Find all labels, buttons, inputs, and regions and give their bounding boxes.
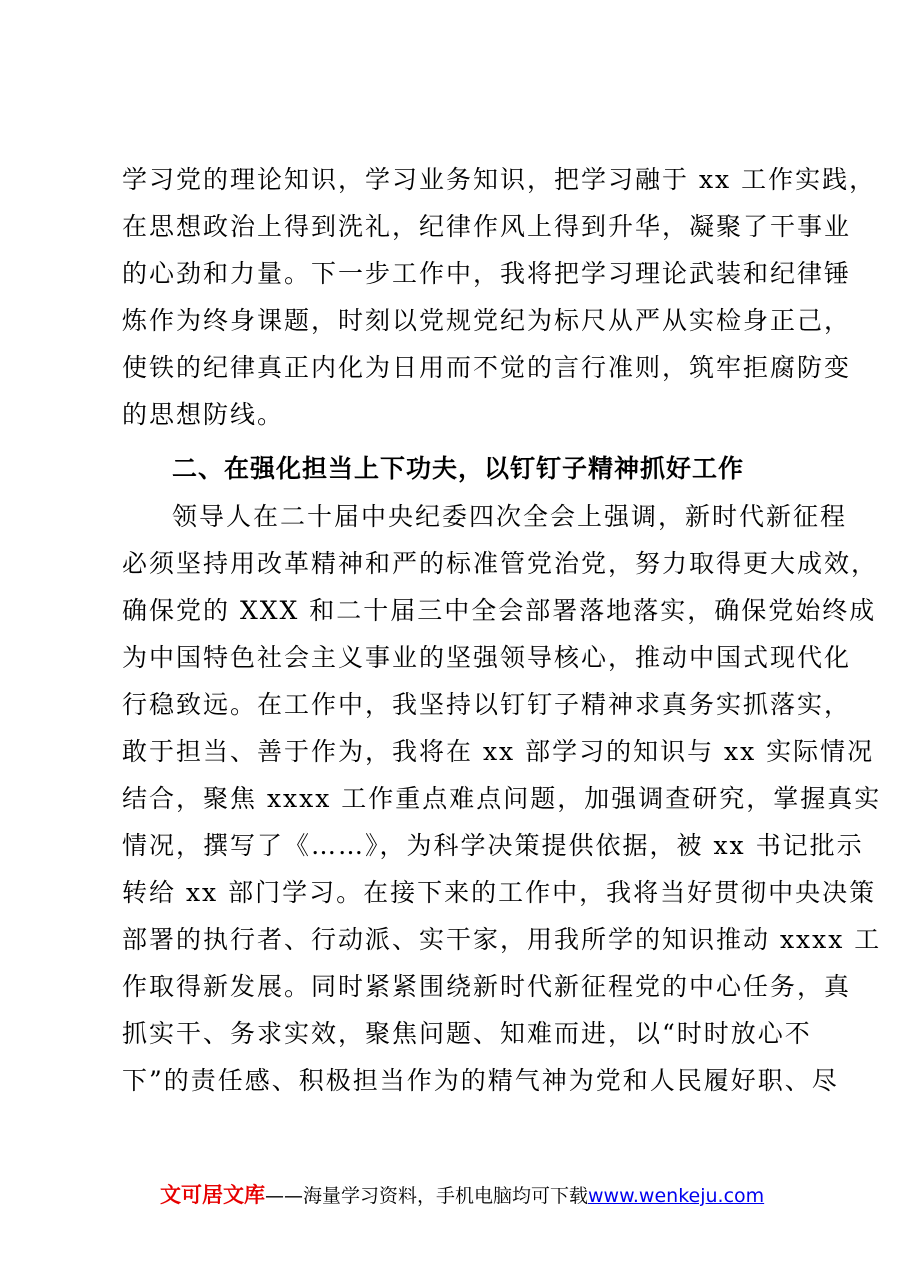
body-line: 学习党的理论知识，学习业务知识，把学习融于 xx 工作实践， xyxy=(122,165,877,194)
body-line: 转给 xx 部门学习。在接下来的工作中，我将当好贯彻中央决策 xyxy=(122,878,877,907)
section-heading: 二、在强化担当上下功夫，以钉钉子精神抓好工作 xyxy=(172,454,745,483)
body-line: 的心劲和力量。下一步工作中，我将把学习理论武装和纪律锤 xyxy=(122,259,852,288)
body-line: 抓实干、务求实效，聚焦问题、知难而进，以“时时放心不 xyxy=(122,1019,812,1048)
footer-tagline: ——海量学习资料，手机电脑均可下载 xyxy=(265,1185,589,1207)
body-line: 下”的责任感、积极担当作为的精气神为党和人民履好职、尽 xyxy=(122,1066,839,1095)
body-line: 在思想政治上得到洗礼，纪律作风上得到升华，凝聚了干事业 xyxy=(122,212,852,241)
body-line: 部署的执行者、行动派、实干家，用我所学的知识推动 xxxx 工 xyxy=(122,925,882,954)
body-line: 结合，聚焦 xxxx 工作重点难点问题，加强调查研究，掌握真实 xyxy=(122,784,882,813)
body-line: 情况，撰写了《……》，为科学决策提供依据，被 xx 书记批示 xyxy=(122,831,864,860)
footer-banner xyxy=(160,1180,764,1211)
body-line: 敢于担当、善于作为，我将在 xx 部学习的知识与 xx 实际情况 xyxy=(122,737,875,766)
body-line: 为中国特色社会主义事业的坚强领导核心，推动中国式现代化 xyxy=(122,643,852,672)
footer-site-link[interactable]: www.wenkeju.com xyxy=(588,1185,765,1207)
body-line: 领导人在二十届中央纪委四次全会上强调，新时代新征程 xyxy=(172,502,848,531)
body-line: 作取得新发展。同时紧紧围绕新时代新征程党的中心任务，真 xyxy=(122,972,852,1001)
body-line: 必须坚持用改革精神和严的标准管党治党，努力取得更大成效， xyxy=(122,549,879,578)
body-line: 行稳致远。在工作中，我坚持以钉钉子精神求真务实抓落实， xyxy=(122,690,852,719)
body-line: 确保党的 XXX 和二十届三中全会部署落地落实，确保党始终成 xyxy=(122,596,877,625)
footer-brand: 文可居文库 xyxy=(160,1183,265,1207)
body-line: 炼作为终身课题，时刻以党规党纪为标尺从严从实检身正己， xyxy=(122,306,852,335)
body-line: 的思想防线。 xyxy=(122,400,285,429)
body-line: 使铁的纪律真正内化为日用而不觉的言行准则，筑牢拒腐防变 xyxy=(122,353,852,382)
